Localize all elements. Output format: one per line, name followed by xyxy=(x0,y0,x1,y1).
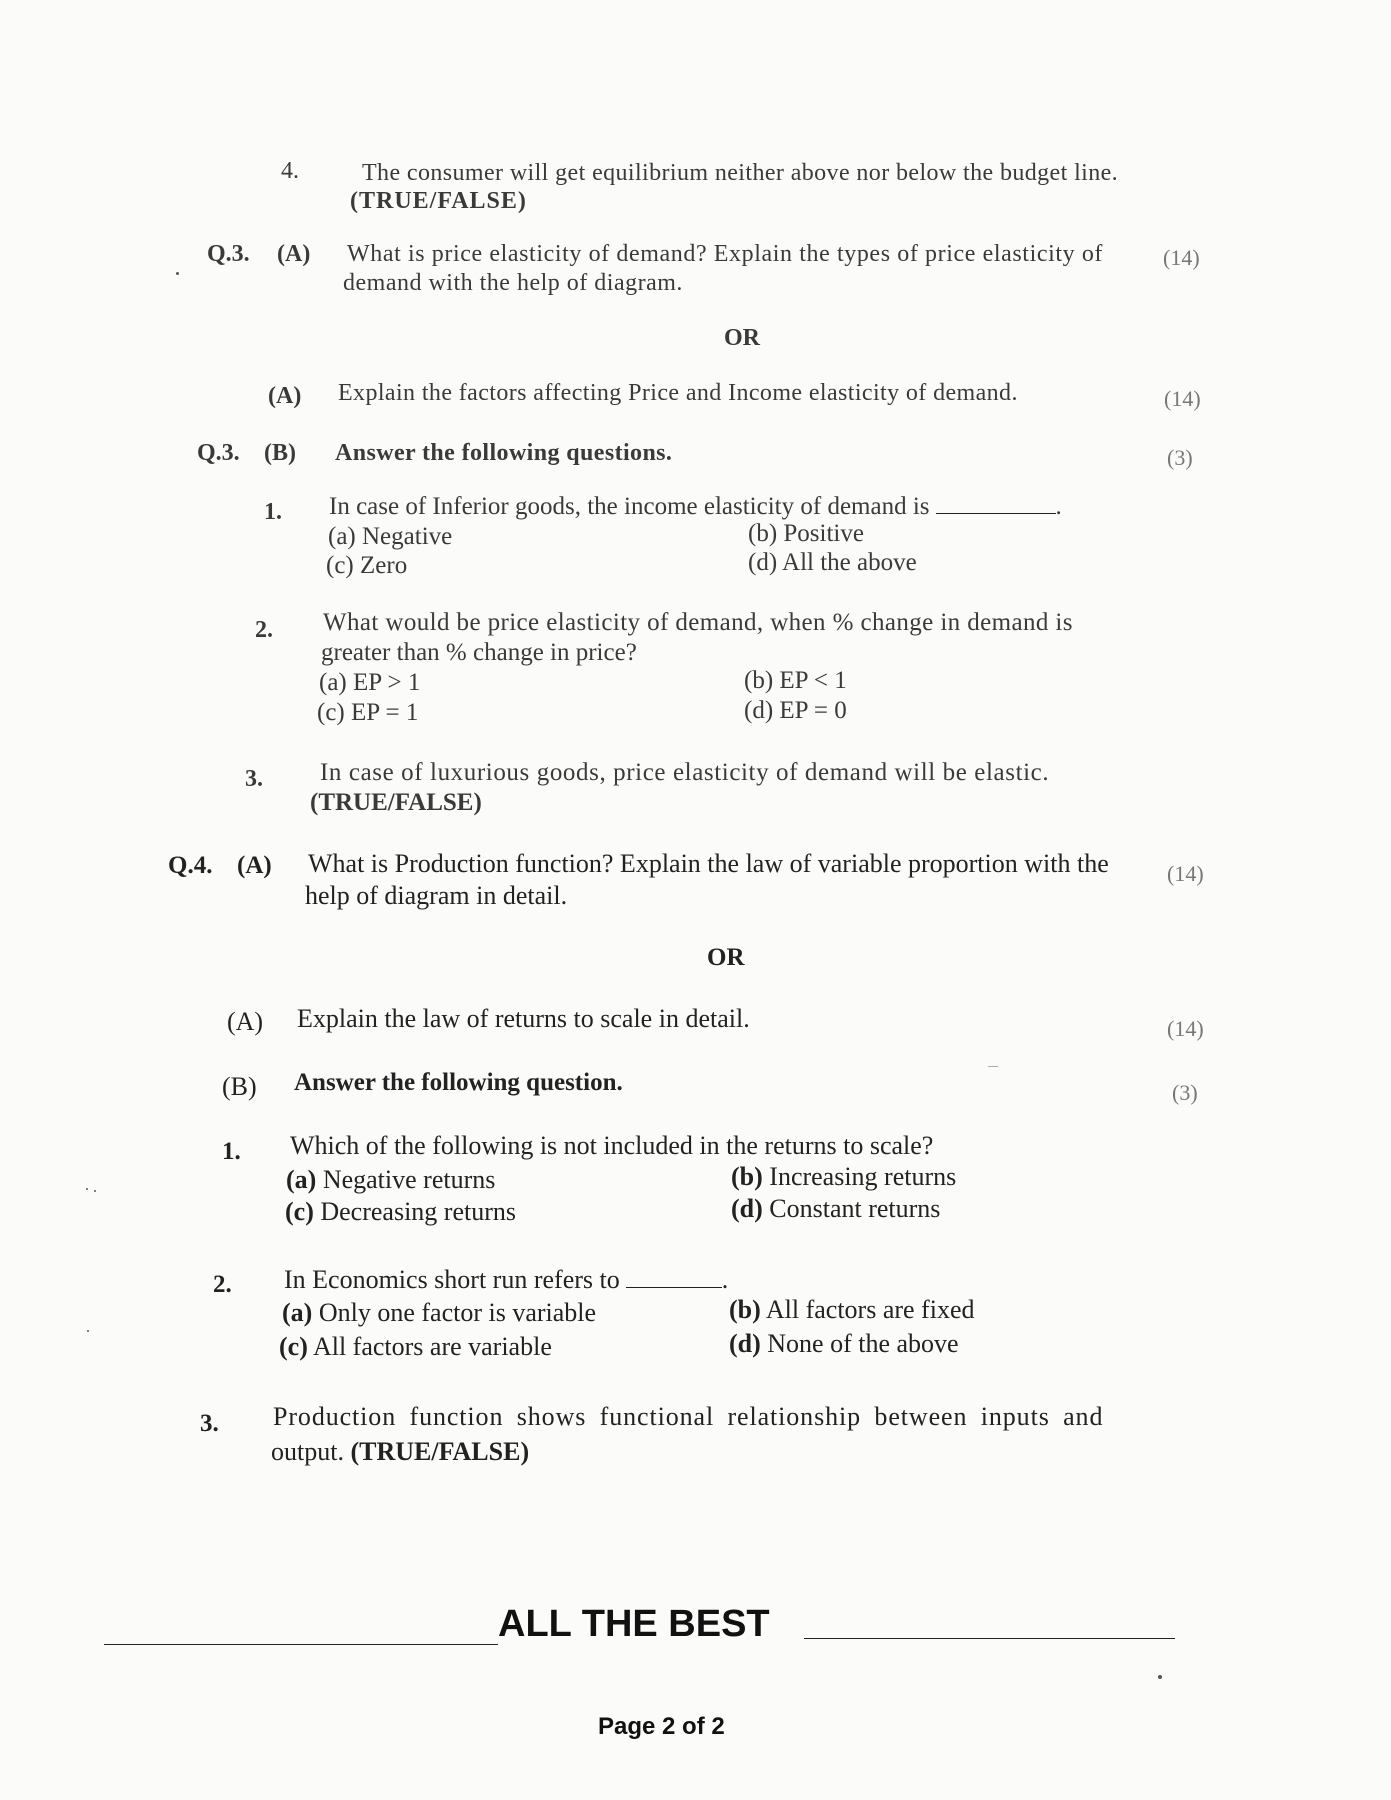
closing-message: ALL THE BEST xyxy=(498,1603,770,1645)
q3-b-q1-text: In case of Inferior goods, the income elasticity of demand is . xyxy=(329,493,1062,520)
q4-b-q1-option-c: (c) Decreasing returns xyxy=(285,1197,516,1226)
q2-item4-true-false: (TRUE/FALSE) xyxy=(350,188,527,214)
q3-b-heading: Answer the following questions. xyxy=(335,440,673,466)
q4-b-q1-option-a: (a) Negative returns xyxy=(286,1165,496,1194)
q4-b-q1-number: 1. xyxy=(222,1138,241,1165)
closing-rule-left xyxy=(104,1644,498,1645)
q4-a-question-line1: What is Production function? Explain the law of variable proportion with the xyxy=(308,849,1109,878)
q4-a-question-line2: help of diagram in detail. xyxy=(305,881,568,910)
q3-b-q3-true-false: (TRUE/FALSE) xyxy=(310,789,482,816)
q4-b-q2-option-c: (c) All factors are variable xyxy=(279,1332,552,1361)
q3-b-question-label: Q.3. xyxy=(197,440,240,466)
q3-a-label: (A) xyxy=(277,241,311,267)
q3-b-q2-option-c: (c) EP = 1 xyxy=(317,699,419,726)
q2-item4-text: The consumer will get equilibrium neither above nor below the budget line. xyxy=(362,160,1119,186)
q3-b-q1-option-d: (d) All the above xyxy=(748,549,917,576)
q4-b-q2-option-d: (d) None of the above xyxy=(729,1329,959,1358)
speck xyxy=(94,1190,96,1192)
q3-b-q2-text-line1: What would be price elasticity of demand, when % change in demand is xyxy=(323,609,1073,636)
q3-b-q1-option-a: (a) Negative xyxy=(328,523,453,550)
q4-b-q3-number: 3. xyxy=(200,1410,219,1437)
answer-blank xyxy=(626,1286,722,1288)
q4-b-heading: Answer the following question. xyxy=(294,1069,623,1096)
q3-alt-a-question: Explain the factors affecting Price and Income elasticity of demand. xyxy=(338,380,1018,406)
q4-b-q2-option-b: (b) All factors are fixed xyxy=(729,1295,975,1324)
q4-b-q1-option-b: (b) Increasing returns xyxy=(731,1162,957,1191)
page-number: Page 2 of 2 xyxy=(598,1713,725,1740)
closing-rule-right xyxy=(804,1638,1175,1639)
q4-label: Q.4. xyxy=(168,852,213,879)
q4-alt-a-question: Explain the law of returns to scale in detail. xyxy=(297,1004,750,1033)
q3-b-q1-number: 1. xyxy=(264,499,282,525)
speck xyxy=(176,272,179,275)
q3-b-label: (B) xyxy=(264,440,296,466)
q2-item4-number: 4. xyxy=(281,158,299,184)
answer-blank xyxy=(936,512,1056,514)
speck xyxy=(86,1188,88,1190)
speck xyxy=(87,1330,89,1332)
q3-b-q2-number: 2. xyxy=(255,617,273,643)
q3-b-q3-number: 3. xyxy=(245,766,263,792)
q3-b-q2-option-a: (a) EP > 1 xyxy=(319,669,421,696)
q3-b-marks: (3) xyxy=(1167,445,1193,470)
q4-b-marks: (3) xyxy=(1172,1080,1198,1105)
q3-a-question-line1: What is price elasticity of demand? Explain the types of price elasticity of xyxy=(347,241,1104,267)
q3-a-marks: (14) xyxy=(1163,245,1200,270)
speck xyxy=(1158,1675,1162,1679)
q4-b-q3-text-line1: Production function shows functional relationship between inputs and xyxy=(273,1402,1104,1431)
q4-or-divider: OR xyxy=(707,944,745,971)
q3-alt-a-label: (A) xyxy=(268,383,302,409)
q3-b-q1-option-b: (b) Positive xyxy=(748,520,864,547)
q3-b-q2-option-d: (d) EP = 0 xyxy=(744,697,847,724)
q4-b-q1-text: Which of the following is not included in the returns to scale? xyxy=(290,1131,934,1160)
q4-b-q3-text-line2: output. (TRUE/FALSE) xyxy=(271,1437,530,1466)
q4-b-label: (B) xyxy=(222,1072,257,1101)
q3-alt-a-marks: (14) xyxy=(1164,386,1201,411)
q3-or-divider: OR xyxy=(724,325,760,351)
q4-alt-a-label: (A) xyxy=(227,1007,264,1036)
q3-b-q1-option-c: (c) Zero xyxy=(326,552,408,579)
q4-b-q2-text: In Economics short run refers to . xyxy=(284,1265,729,1294)
q4-b-q2-option-a: (a) Only one factor is variable xyxy=(282,1298,597,1327)
q3-b-q2-text-line2: greater than % change in price? xyxy=(321,639,637,666)
stray-mark xyxy=(988,1066,998,1067)
q4-alt-a-marks: (14) xyxy=(1167,1016,1204,1041)
q4-b-q1-option-d: (d) Constant returns xyxy=(731,1194,941,1223)
q3-a-question-line2: demand with the help of diagram. xyxy=(343,270,683,296)
q4-b-q2-number: 2. xyxy=(213,1271,232,1298)
q4-a-marks: (14) xyxy=(1167,861,1204,886)
q3-label: Q.3. xyxy=(207,241,250,267)
q3-b-q2-option-b: (b) EP < 1 xyxy=(744,667,847,694)
q4-a-label: (A) xyxy=(237,852,272,879)
q3-b-q3-text: In case of luxurious goods, price elasticity of demand will be elastic. xyxy=(320,759,1050,786)
